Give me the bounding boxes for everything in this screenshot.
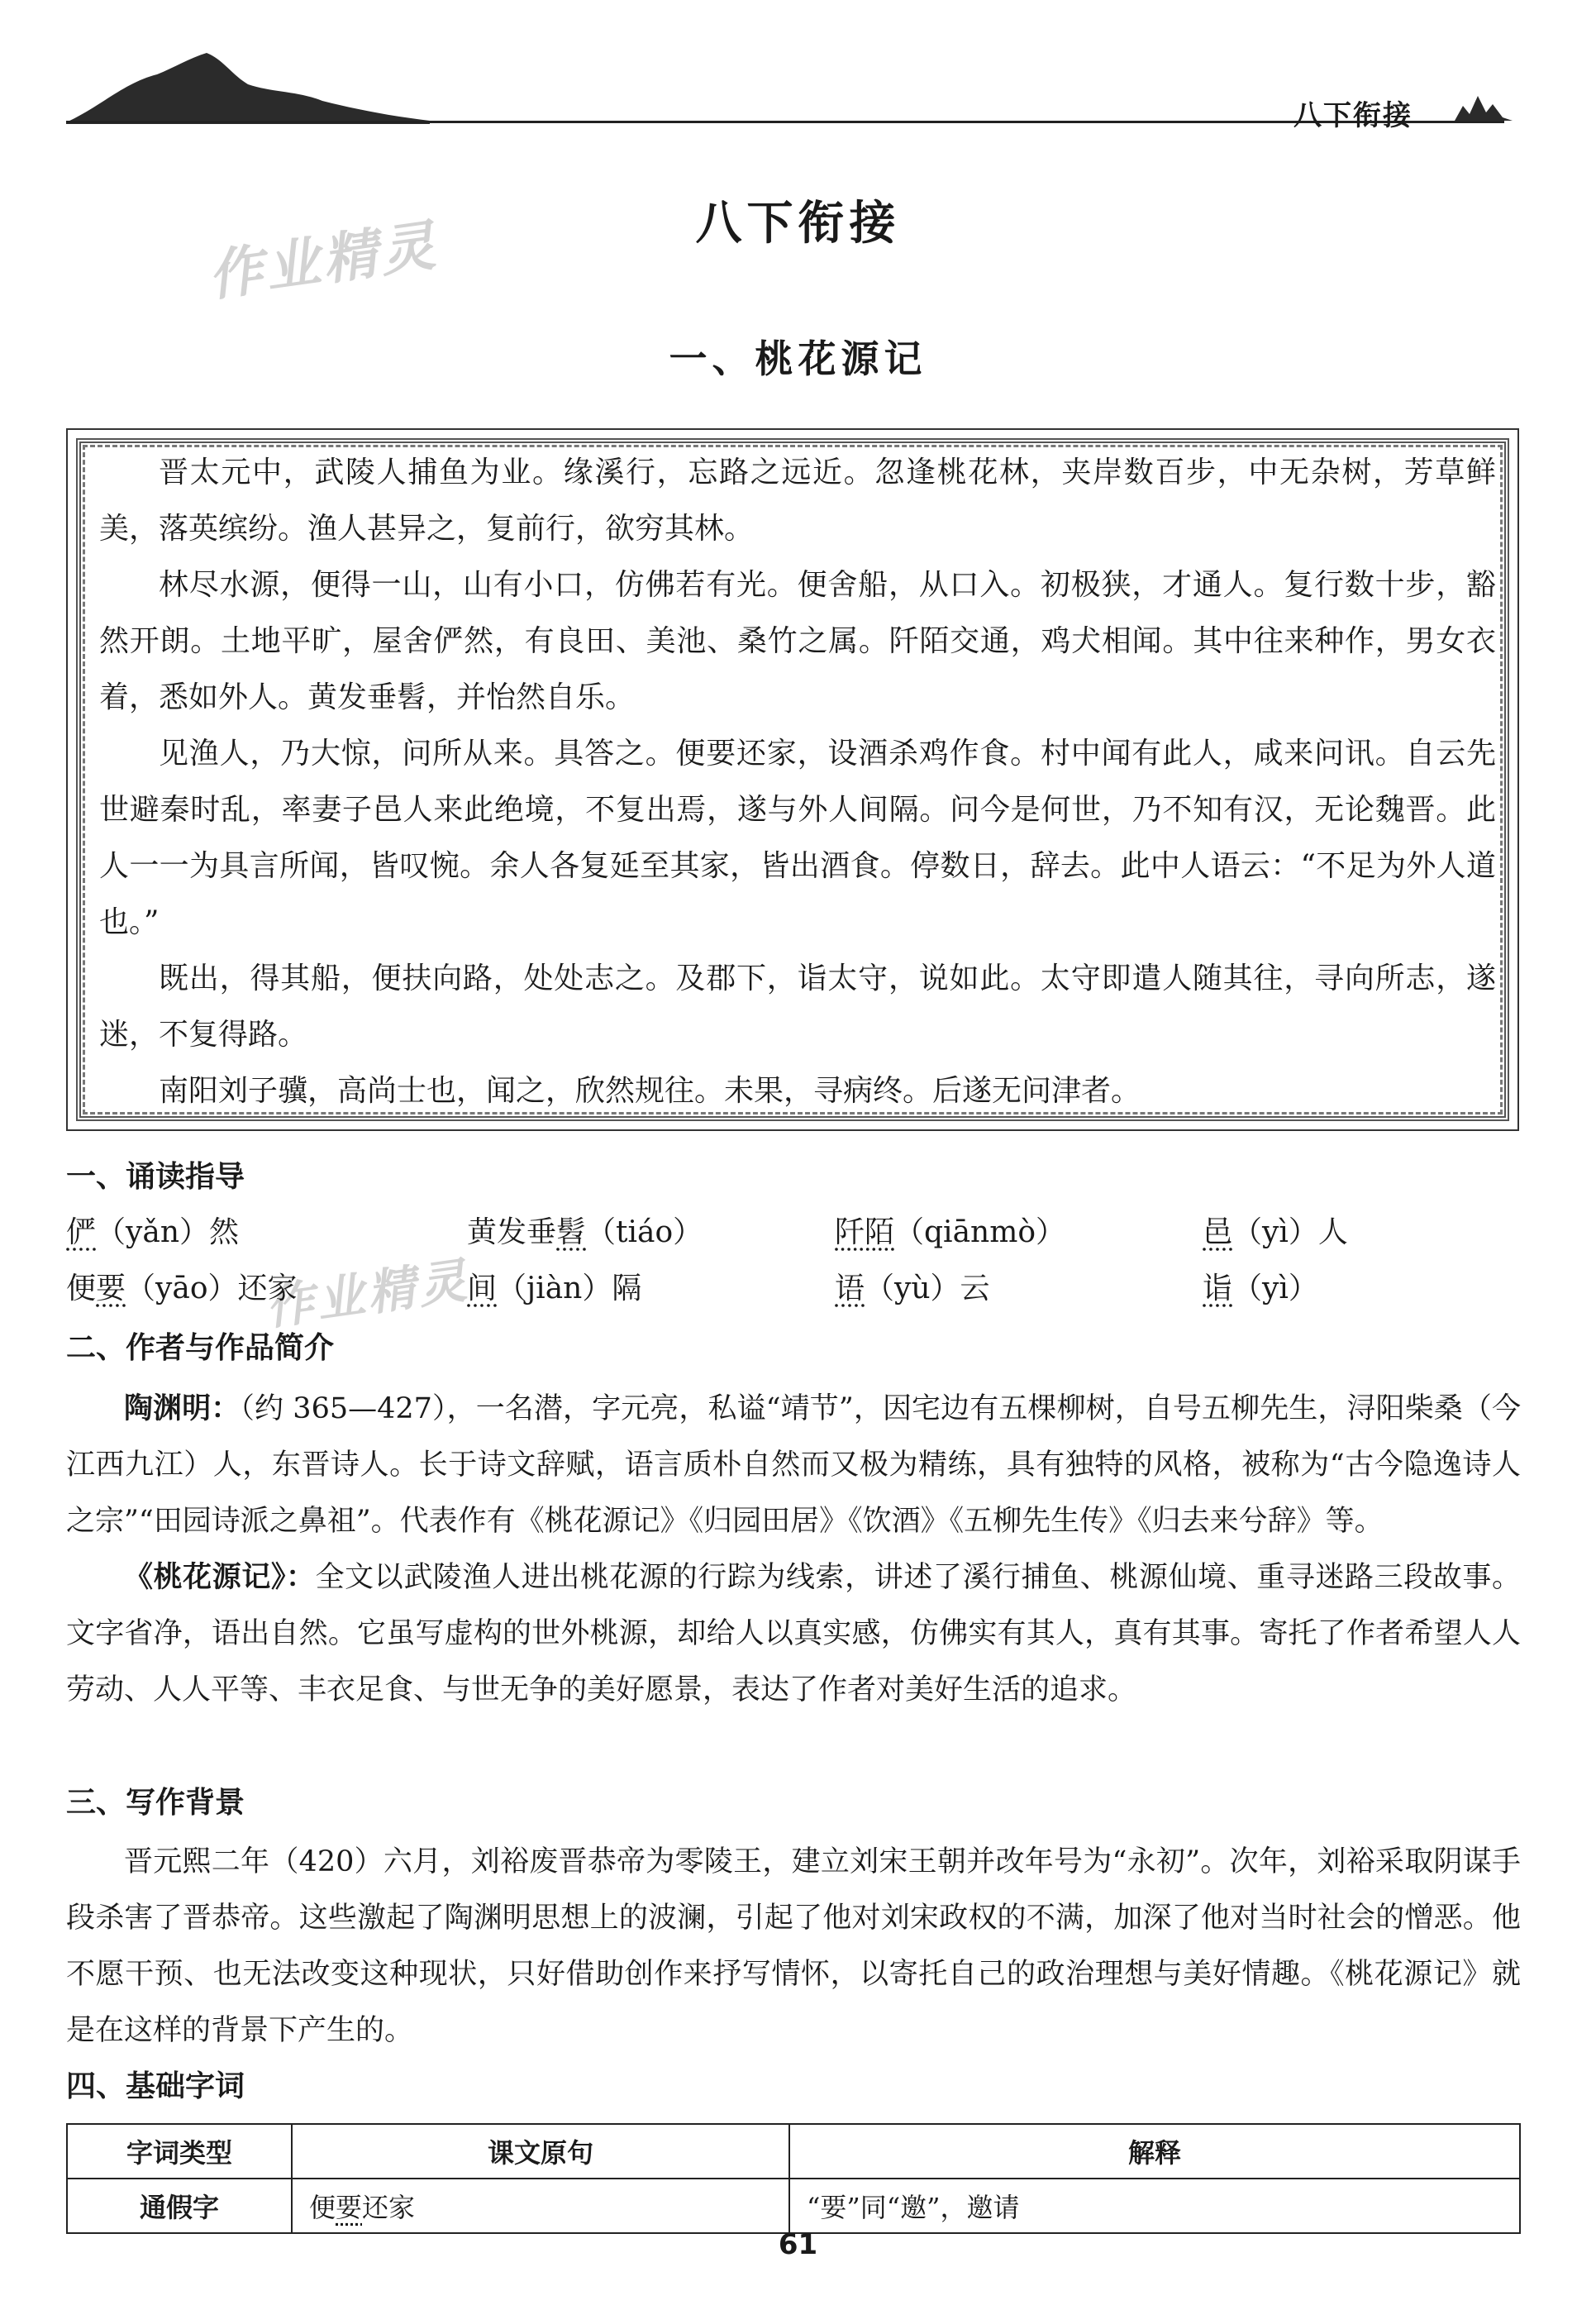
paragraph: 陶渊明：（约 365—427），一名潜，字元亮，私谥“靖节”，因宅边有五棵柳树，自号五柳先生，浔阳柴桑（今江西九江）人，东晋诗人。长于诗文辞赋，语言质朴自然而又极为精练，具有独特的风格，被称为“古今隐逸诗人之宗”“田园诗派之鼻祖”。代表作有《桃花源记》《归园田居》《饮酒》《五柳先生传》《归去来兮辞》等。 — [66, 1391, 1521, 1538]
paragraph: 晋太元中，武陵人捕鱼为业。缘溪行，忘路之远近。忽逢桃花林，夹岸数百步，中无杂树，芳草鲜美，落英缤纷。渔人甚异之，复前行，欲穷其林。 — [99, 456, 1496, 546]
paragraph: 既出，得其船，便扶向路，处处志之。及郡下，诣太守，说如此。太守即遣人随其往，寻向所志，遂迷，不复得路。 — [99, 962, 1496, 1052]
paragraph: 《桃花源记》：全文以武陵渔人进出桃花源的行踪为线索，讲述了溪行捕鱼、桃源仙境、重寻迷路三段故事。文字省净，语出自然。它虽写虚构的世外桃源，却给人以真实感，仿佛实有其人，真有其事。寄托了作者希望人人劳动、人人平等、丰衣足食、与世无争的美好愿景，表达了作者对美好生活的追求。 — [66, 1560, 1521, 1706]
pronunciation-item: 黄发垂髫（tiáo） — [467, 1215, 703, 1249]
paragraph: 晋元熙二年（420）六月，刘裕废晋恭帝为零陵王，建立刘宋王朝并改年号为“永初”。次年，刘裕采取阴谋手段杀害了晋恭帝。这些激起了陶渊明思想上的波澜，引起了他对刘宋政权的不满，加深了他对当时社会的憎恶。他不愿干预、也无法改变这种现状，只好借助创作来抒写情怀，以寄托自己的政治理想与美好情趣。《桃花源记》就是在这样的背景下产生的。 — [66, 1845, 1521, 2047]
table-header-row — [67, 2124, 1520, 2179]
section-heading-reading: 一、诵读指导 — [66, 1160, 245, 1194]
column-header: 字词类型 — [67, 2124, 292, 2179]
pronunciation-item: 便要（yāo）还家 — [66, 1272, 298, 1305]
mountain-left-decoration — [66, 50, 430, 124]
page-number: 61 — [778, 2228, 818, 2261]
pronunciation-item: 邑（yì）人 — [1203, 1215, 1348, 1249]
author-intro — [66, 1381, 1521, 1718]
original-text — [99, 445, 1496, 1119]
mountain-right-decoration — [1455, 89, 1513, 122]
cell-sentence: 便要还家 — [292, 2179, 789, 2233]
label: 《桃花源记》： — [124, 1560, 316, 1594]
column-header: 解释 — [789, 2124, 1520, 2179]
section-heading-vocabulary: 四、基础字词 — [66, 2069, 245, 2103]
paragraph: 南阳刘子骥，高尚士也，闻之，欣然规往。未果，寻病终。后遂无问津者。 — [159, 1074, 1141, 1108]
pronunciation-item: 俨（yǎn）然 — [66, 1215, 240, 1249]
column-header: 课文原句 — [292, 2124, 789, 2179]
watermark: 作业精灵 — [203, 212, 442, 309]
label: 陶渊明： — [124, 1391, 241, 1425]
page-title: 八下衔接 — [695, 196, 901, 251]
cell-explanation: “要”同“邀”，邀请 — [789, 2179, 1520, 2233]
chapter-subtitle: 一、桃花源记 — [669, 336, 927, 381]
cell-type: 通假字 — [67, 2179, 292, 2233]
vocabulary-table — [66, 2123, 1521, 2234]
section-heading-background: 三、写作背景 — [66, 1786, 245, 1820]
paragraph: 林尽水源，便得一山，山有小口，仿佛若有光。便舍船，从口入。初极狭，才通人。复行数十步，豁然开朗。土地平旷，屋舍俨然，有良田、美池、桑竹之属。阡陌交通，鸡犬相闻。其中往来种作，男女衣着，悉如外人。黄发垂髫，并怡然自乐。 — [99, 568, 1496, 714]
pronunciation-item: 诣（yì） — [1203, 1272, 1318, 1305]
pronunciation-item: 间（jiàn）隔 — [467, 1272, 642, 1305]
pronunciation-item: 语（yù）云 — [835, 1272, 990, 1305]
table-row — [67, 2179, 1520, 2233]
section-heading-author: 二、作者与作品简介 — [66, 1331, 335, 1365]
header-rule — [66, 121, 1504, 123]
paragraph: 见渔人，乃大惊，问所从来。具答之。便要还家，设酒杀鸡作食。村中闻有此人，咸来问讯。自云先世避秦时乱，率妻子邑人来此绝境，不复出焉，遂与外人间隔。问今是何世，乃不知有汉，无论魏晋。此人一一为具言所闻，皆叹惋。余人各复延至其家，皆出酒食。停数日，辞去。此中人语云：“不足为外人道也。” — [99, 737, 1496, 939]
pronunciation-item: 阡陌（qiānmò） — [835, 1215, 1066, 1249]
background-text — [66, 1834, 1521, 2059]
running-header: 八下衔接 — [1293, 99, 1413, 132]
watermark: 作业精灵 — [262, 1252, 474, 1336]
